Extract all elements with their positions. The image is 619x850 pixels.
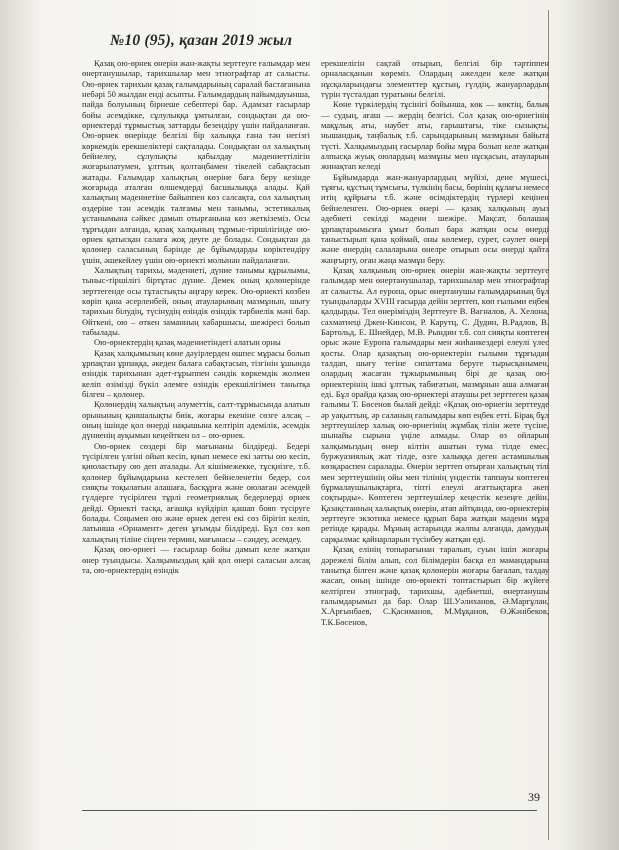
paragraph: Қазақ халқымызың көне дәуірлерден өшпес мұрасы болып ұрпақтан ұрпаққа, әкеден балаға сабақтасып, тізгінін ұшында өзіндік тарихынан әдет-ғұрыппен сәндік көркемдік жолмен келіп өзімізді бүкіл әлемге өзіндік ерекшілігімен танытқа білген – қолөнер.: [82, 347, 310, 399]
issue-title: №10 (95), қазан 2019 жыл: [110, 32, 293, 49]
footer-rule: [82, 810, 537, 811]
paragraph: Қазақ елінің топырағынан таралып, суын ішіп жоғары дәрежелі білім алып, сол білімдерін басқа ел мамандарына танытқа білген және қазақ қолөнерін жоғары бағалап, талдау жасап, оның ішінде ою-өрнекті топтастырып бір жүйеге келтірген этнограф, тарихшы, әдебиетші, өнертанушы ғалымдарымыз да бар. Олар Ш.Уәлиханов, Ә.Марғұлан, Х.Арғынбаев, С.Қасиманов, М.Мұқанов, Ө.Жәнібеков, Т.К.Бөсенов,: [321, 544, 549, 627]
paragraph: Қазақ халқының ою-өрнек өнерін жан-жақты зерттеуге ғалымдар мен өнертанушылар, тарихшылар мен этнографтар ат салысты. Ал еуропа, орыс өнертанушы ғалымдарының бұл туындыларды XVIII ғасырда дейін зерттеп, көп ғылыми еңбек қалдырды. Тел өнеріміздің Зерттеуге В. Вагналов, А. Хелона, сахматиеці Джен-Кинсон, Р. Карутц, С. Дудин, В.Радлов, В. Бартольд, Е. Шнейдер, М.В. Рындин т.б. сол сияқты көптеген орыс және Еуропа ғалымдары мен жиһанкездері елеулі үлес қосты. Олар қазақтың ою-өрнектерін ғылыми тұрғыдан талдап, шығу тегіне сипаттама беруге тырысқанымен, олардың жасаған тұжырымының бірі де қазақ ою-өрнектерінің ішкі ұлттық табиғатын, мазмұнын аша алмаған еді. Бұл орайда қазақ ою-өрнектері атаушы реt зерттеген қазақ ғалымы Т. Бөсенов былай дейді: «Қазақ ою-өрнегін зерттеуде әр уақыттың, әр саланың ғалымдары көп еңбек етті. Бірақ бұл зерттеушілер халық ою-өрнегінің жұмбақ тілін жете түсіне, шынайы сырына үңіле алмады. Олар өз ойларын халқымыздың өнер кілтін ашатын тума тілде емес, буржуазиялық жат тілде, өзге халыққа деген астамшылық көзқараспен саралады. Өнерін зерттеп отырған халықтың тілі мен зерттеушінің ойы мен тілінің үндестік таппауы көптеген бұрмалаушылықтарға, тіпті елеулі ағаттықтарға әкеп соқтырды». Көптеген зерттеушілер кеңестік кезеңге дейін. Қазақстанның халықтық өнерін, атап айтқанда, ою-өрнектерін зерттеуге экзотика немесе құрып бара жатқан мәдени мұра ретінде қарады. Мұның астарында жалпы алғанда, дамудың сарқылмас қайнарларын түсінбеу жатқан еді.: [321, 264, 549, 544]
right-column: [321, 58, 549, 627]
paragraph: Қазақ ою-өрнек өнерін жан-жақты зерттеуге ғалымдар мен өнертанушылар, тарихшылар мен этнографтар ат салысты. Ою-өрнек тарихын қазақ ғалымдарының саралай бастағанына небәрі 50 жылдан енді асыпты. Ғалымдардың пайымдауынша, пайда болуының бірнеше себептері бар. Адамзат ғасырлар бойы әсемдікке, сұлулыққа ұмтылған, сондықтан да ою-өрнектерді тұрмыстық заттарды безендіру үшін пайдаланған. Ою-өрнек өнерінде белгілі бір халыққа ғана тән негізгі көркемдік ерекшеліктері сақталады. Сондықтан ол халықтың бейнелеу, сұлулықты қабылдау мәдениеттілігін жоғарылатумен, ұлттық қолтаңбамен тікелей сабақтасып жатады. Ғалымдар халықтың өнеріне баға беру кезінде жоғарыда аталған өлшемдерді басшылыққа алады. Қай халықтың мәдениетіне байыппен көз салсақта, сол халықтың өздеріне тән әсемдік талғамы мен танымы, эстетикалық ұстанымына сәйкес дамып отырғанына көз жеткіземіз. Осы тұрғыдан алғанда, қазақ халқының тұрмыс-тіршілігінде ою-өрнек қатысқан салаға жоқ деуге де болады. Сондықтан да қолөнер саласының бәрінде де бұйымдарды көріктендіру үшін, әшекейлеу үшін ою-өрнекті молынан пайдаланған.: [82, 58, 310, 265]
paragraph: Бұйымдарда жан-жануарлардың мүйізі, дене мүшесі, тұяғы, құстың тұмсығы, түлкінің басы, бөрінің құлағы немесе итің құйрығы т.б. және өсімдіктердің түрлері кеңінен бейнеленген. Ою-өрнек өнері — қазақ халқының ауыз әдебиеті секілді мәдени шежіре. Мақсат, болашақ ұрпақтарымызға ұмыт болып бара жатқан осы өнерді таныстырып қана қоймай, оны көлемер, сурет, сәулет өнері және өнердің салаларына өнелре отырып осы өнерді қайта жаңғырту, оған жаңа мазмұн беру.: [321, 171, 549, 265]
paragraph: Қолөнердің халықтың әлуметтік, салт-тұрмысында алатын орынының қаншалықты биік, жоғары екеніне сөзге алсақ – оның ішінде қол өнерді нақышына келтіріп әдемілік, әсемдік дүниенің ауқымын кеңейткен ол – ою-өрнек.: [82, 399, 310, 441]
page-number: 39: [528, 790, 540, 804]
section-heading: Ою-өрнектердің қазақ мәдениетіндегі алатын орны: [94, 337, 281, 348]
paragraph: Халықтың тарихы, мәдениеті, дүние танымы құрылымы, тыныс-тіршілігі біртұтас дүние. Демек оның қолөнерінде зерттегенде осы тұтастықты аңғару керек. Ою-өрнекті көзбен көріп қана әсерленбей, оның атауларының мазмұнын, шығу тарихын білудің, түсінудің өзіндік өзіндік тәрбиелік мәні бар. Өйткені, ою – өткен заманның хабаршысы, шежіресі болып табылады.: [82, 264, 310, 337]
paragraph: ерекшелігін сақтай отырып, белгілі бір тәртіппен орналасқанын көреміз. Олардың әжелден келе жатқан нұсқаларындағы элементтер құстың, гүлдің, жануарлардың түрін түсталдап туратыны белгілі.: [321, 58, 549, 100]
paragraph: Ою-өрнек сөздері бір мағынаны білдіреді. Бедері түсірілген үлгіні ойып кесіп, қиып немесе екі затты ою кесіп, қиюластыру ою деп аталады. Ал кішімежекке, тұсқиізге, т.б. қолөнер бұйымдарына кестелеп бейнеленетін бедер, сол сияқты тоқылатын алашаға, басқұрға және оюлаған әсемдей гүлдерге түсірілген тұрлі геометриялық бедерлерді өрнек дейді. Өрнекті тасқа, ағашқа күйдіріп қашап бояп түсіруге болады. Соңымен ою және өрнек деген екі сөз бірігіп келіп, латынша «Орнамент» деген ұғымды білдіреді. Бұл сөз көп халықтың тіліне сіңген термин, мағынасы – сәндеу, әсемдеу.: [82, 440, 310, 544]
paragraph: Көне түркілердің тұсінігі бойынша, көк — көктің, балық — судың, ағаш — жердің белгісі. Сол қазақ ою-өрнегінің мақұлық аты, наубет аты, ғарыштағы, тіке сызықты, нышандық, таңбалық т.б. сарындарының мазмұнын байыта түсті. Халқымыздың ғасырлар бойы мұра болып келе жатқан алпысқа жуық оюлардың мазмұны мен нұсқасын, атауларын жинақтап келеді: [321, 99, 549, 172]
paragraph: Қазақ ою-өрнегі — ғасырлар бойы дамып келе жатқан өнер туындысы. Халқымыздың қай қол өнері саласын алсақ та, ою-өрнектердің өзіндік: [82, 544, 310, 575]
left-column: [82, 58, 310, 575]
